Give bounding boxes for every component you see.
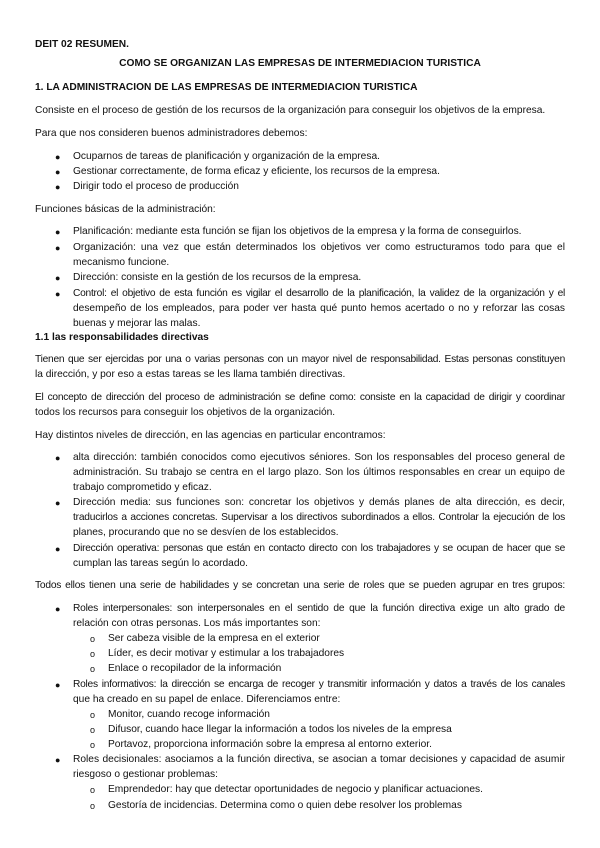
paragraph: Para que nos consideren buenos administradores debemos:	[35, 128, 308, 139]
list-item: Roles informativos: la dirección se encarga de recoger y transmitir información y datos a través de los canales	[73, 679, 565, 690]
bullet-icon: ●	[55, 544, 61, 554]
paragraph: Tienen que ser ejercidas por una o varias personas con un mayor nivel de responsabilidad. Estas personas constituyen	[35, 354, 565, 365]
paragraph-cont: la dirección, y por eso a estas tareas se les llama también directivas.	[35, 369, 346, 380]
list-item-cont: administración. Su trabajo se centra en el largo plazo. Son los últimos responsables en crear un equipo de	[73, 467, 565, 478]
bullet-icon: ●	[55, 604, 61, 614]
list-item: Dirección operativa: personas que están en contacto directo con los trabajadores y se ocupan de hacer que se	[73, 543, 565, 554]
list-item: Roles decisionales: asociamos a la función directiva, se asocian a tomar decisiones y capacidad de asumir	[73, 754, 565, 765]
paragraph: Funciones básicas de la administración:	[35, 204, 216, 215]
sub-bullet-icon: o	[90, 740, 96, 750]
doc-title: DEIT 02 RESUMEN.	[35, 39, 129, 50]
bullet-icon: ●	[55, 227, 61, 237]
list-item: Gestionar correctamente, de forma eficaz y eficiente, los recursos de la empresa.	[73, 166, 440, 177]
list-item-cont: planes, procurando que no se desvíen de los establecidos.	[73, 527, 339, 538]
list-item: Roles interpersonales: son interpersonales en el sentido de que la función directiva exige un alto grado de	[73, 603, 565, 614]
list-item: Control: el objetivo de esta función es vigilar el desarrollo de la planificación, la validez de la organización y el	[73, 288, 565, 299]
sub-bullet-icon: o	[90, 725, 96, 735]
sub-list-item: Difusor, cuando hace llegar la información a todos los niveles de la empresa	[108, 724, 452, 735]
paragraph-cont: todos los recursos para conseguir los objetivos de la organización.	[35, 407, 336, 418]
paragraph: Hay distintos niveles de dirección, en las agencias en particular encontramos:	[35, 430, 386, 441]
bullet-icon: ●	[55, 243, 61, 253]
list-item: Ocuparnos de tareas de planificación y organización de la empresa.	[73, 151, 380, 162]
sub-bullet-icon: o	[90, 710, 96, 720]
bullet-icon: ●	[55, 167, 61, 177]
list-item-cont: que ha creado en su papel de enlace. Diferenciamos entre:	[73, 694, 341, 705]
list-item-cont: trabajo comprometido y eficaz.	[73, 482, 212, 493]
sub-bullet-icon: o	[90, 785, 96, 795]
sub-bullet-icon: o	[90, 664, 96, 674]
list-item-cont: buenas y mejorar las malas.	[73, 318, 201, 329]
list-item-cont: cumplan las tareas según lo acordado.	[73, 558, 248, 569]
sub-list-item: Monitor, cuando recoge información	[108, 709, 270, 720]
list-item: Dirigir todo el proceso de producción	[73, 181, 239, 192]
bullet-icon: ●	[55, 498, 61, 508]
paragraph: Consiste en el proceso de gestión de los recursos de la organización para conseguir los objetivos de la empresa.	[35, 105, 546, 116]
list-item: Organización: una vez que están determinados los objetivos ver como estructuramos todo para que el	[73, 242, 565, 253]
sub-list-item: Ser cabeza visible de la empresa en el exterior	[108, 633, 320, 644]
sub-bullet-icon: o	[90, 649, 96, 659]
sub-list-item: Gestoría de incidencias. Determina como o quien debe resolver los problemas	[108, 800, 462, 811]
sub-list-item: Enlace o recopilador de la información	[108, 663, 282, 674]
list-item: alta dirección: también conocidos como ejecutivos séniores. Son los responsables del proceso general de	[73, 452, 565, 463]
list-item: Dirección media: sus funciones son: concretar los objetivos y demás planes de alta dirección, es decir,	[73, 497, 565, 508]
list-item-cont: traducirlos a acciones concretas. Supervisar a los directivos subordinados a ellos. Controlar la ejecución de los	[73, 512, 565, 523]
list-item-cont: riesgoso o gestionar problemas:	[73, 769, 218, 780]
sub-list-item: Portavoz, proporciona información sobre la empresa al entorno exterior.	[108, 739, 432, 750]
paragraph: El concepto de dirección del proceso de administración se define como: consiste en la capacidad de dirigir y coordinar	[35, 392, 565, 403]
bullet-icon: ●	[55, 273, 61, 283]
paragraph: Todos ellos tienen una serie de habilidades y se concretan una serie de roles que se pueden agrupar en tres grupos:	[35, 580, 565, 591]
bullet-icon: ●	[55, 289, 61, 299]
sub-list-item: Líder, es decir motivar y estimular a los trabajadores	[108, 648, 345, 659]
bullet-icon: ●	[55, 453, 61, 463]
section1-heading: 1. LA ADMINISTRACION DE LAS EMPRESAS DE INTERMEDIACION TURISTICA	[35, 82, 418, 93]
list-item-cont: desempeño de los empleados, para poder ver hasta qué punto hemos acertado o no y reforzar las cosas	[73, 303, 565, 314]
list-item: Dirección: consiste en la gestión de los recursos de la empresa.	[73, 272, 362, 283]
main-title: COMO SE ORGANIZAN LAS EMPRESAS DE INTERMEDIACION TURISTICA	[119, 58, 481, 69]
bullet-icon: ●	[55, 182, 61, 192]
list-item-cont: mecanismo funcione.	[73, 257, 170, 268]
bullet-icon: ●	[55, 680, 61, 690]
list-item-cont: relación con otras personas. Los más importantes son:	[73, 618, 321, 629]
list-item: Planificación: mediante esta función se fijan los objetivos de la empresa y la forma de conseguirlos.	[73, 226, 522, 237]
bullet-icon: ●	[55, 755, 61, 765]
sub-bullet-icon: o	[90, 634, 96, 644]
sub-bullet-icon: o	[90, 801, 96, 811]
sub-list-item: Emprendedor: hay que detectar oportunidades de negocio y planificar actuaciones.	[108, 784, 483, 795]
section11-heading: 1.1 las responsabilidades directivas	[35, 332, 209, 343]
bullet-icon: ●	[55, 152, 61, 162]
